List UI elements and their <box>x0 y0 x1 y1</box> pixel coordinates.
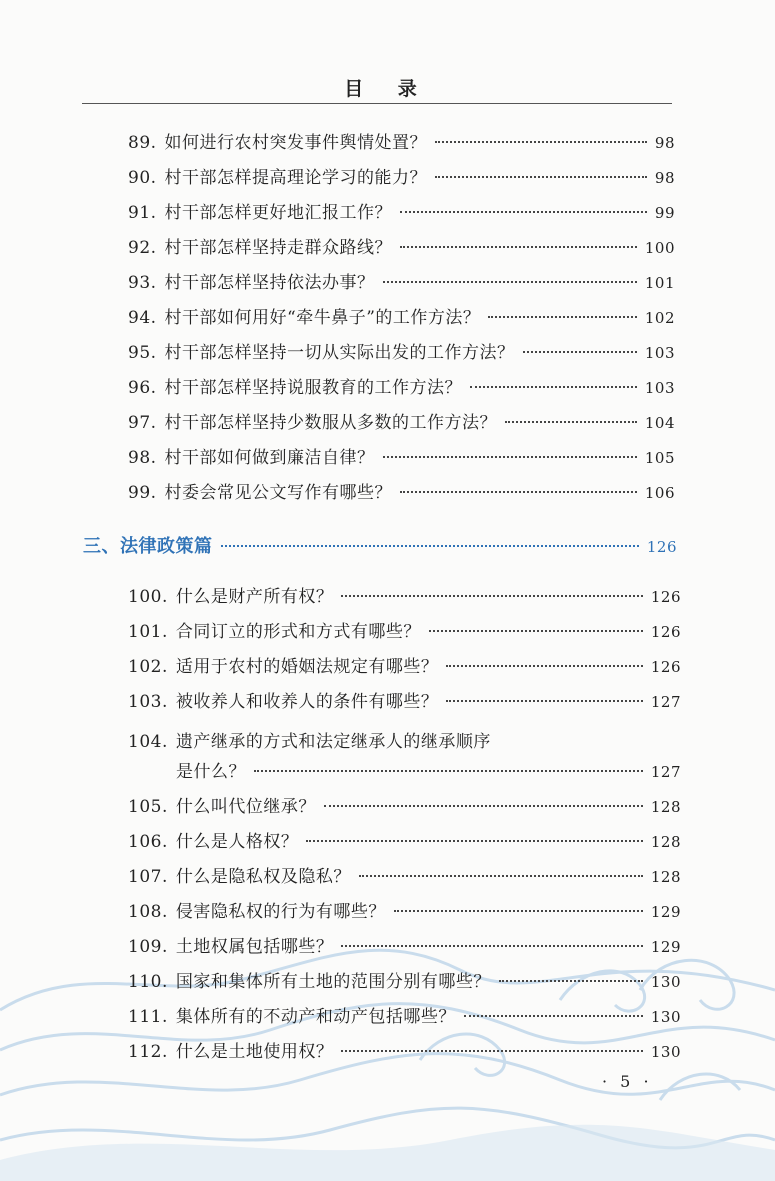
running-header <box>0 74 775 101</box>
header-rule <box>82 103 672 104</box>
entry-page: 128 <box>650 868 681 886</box>
entry-page: 101 <box>644 274 675 292</box>
entry-number: 96. <box>128 378 157 398</box>
dot-leader <box>383 281 637 283</box>
toc-entry[interactable] <box>128 617 681 642</box>
entry-number: 108. <box>128 902 168 922</box>
entry-page: 106 <box>644 484 675 502</box>
dot-leader <box>523 351 637 353</box>
dot-leader <box>306 840 643 842</box>
entry-title: 村干部怎样坚持走群众路线？ <box>164 238 393 258</box>
entry-number: 106. <box>128 832 168 852</box>
toc-entry[interactable] <box>128 687 681 712</box>
entry-number: 92. <box>128 238 157 258</box>
toc-entry[interactable] <box>128 862 681 887</box>
entry-title: 什么是隐私权及隐私？ <box>175 867 351 887</box>
toc-entry[interactable] <box>128 373 675 398</box>
entry-number: 105. <box>128 797 168 817</box>
dot-leader <box>429 630 643 632</box>
dot-leader <box>499 980 643 982</box>
entry-title: 侵害隐私权的行为有哪些？ <box>175 902 386 922</box>
entry-number: 95. <box>128 343 157 363</box>
dot-leader <box>383 456 637 458</box>
entry-page: 105 <box>644 449 675 467</box>
entry-number: 111. <box>128 1007 168 1027</box>
entry-page: 128 <box>650 833 681 851</box>
entry-number: 100. <box>128 587 168 607</box>
toc-entry-continuation[interactable] <box>176 757 681 782</box>
entry-title: 遗产继承的方式和法定继承人的继承顺序 <box>175 732 491 752</box>
dot-leader <box>324 805 643 807</box>
entry-title: 村干部怎样坚持依法办事？ <box>164 273 375 293</box>
toc-entry[interactable] <box>128 967 681 992</box>
toc-entry[interactable] <box>128 652 681 677</box>
dot-leader <box>221 545 639 547</box>
entry-page: 126 <box>650 623 681 641</box>
dot-leader <box>435 176 647 178</box>
dot-leader <box>341 1050 643 1052</box>
dot-leader <box>400 246 637 248</box>
dot-leader <box>488 316 636 318</box>
entry-title: 什么叫代位继承？ <box>175 797 316 817</box>
entry-title: 村干部怎样坚持一切从实际出发的工作方法？ <box>164 343 515 363</box>
entry-title: 村干部怎样更好地汇报工作？ <box>164 203 393 223</box>
entry-number: 98. <box>128 448 157 468</box>
entry-title: 合同订立的形式和方式有哪些？ <box>175 622 421 642</box>
toc-entry[interactable] <box>128 128 675 153</box>
entry-number: 91. <box>128 203 157 223</box>
entry-number: 107. <box>128 867 168 887</box>
entry-number: 103. <box>128 692 168 712</box>
toc-entry[interactable] <box>128 897 681 922</box>
entry-title: 村干部如何做到廉洁自律？ <box>164 448 375 468</box>
entry-page: 126 <box>650 588 681 606</box>
entry-title: 适用于农村的婚姻法规定有哪些？ <box>175 657 439 677</box>
entry-title: 如何进行农村突发事件舆情处置？ <box>164 133 428 153</box>
entry-number: 90. <box>128 168 157 188</box>
section-page: 126 <box>646 538 677 556</box>
entry-title: 村委会常见公文写作有哪些？ <box>164 483 393 503</box>
entry-page: 127 <box>650 763 681 781</box>
toc-entry[interactable] <box>128 163 675 188</box>
toc-entry[interactable] <box>128 408 675 433</box>
entry-page: 98 <box>654 169 675 187</box>
toc-entry[interactable] <box>128 443 675 468</box>
entry-number: 102. <box>128 657 168 677</box>
entry-page: 129 <box>650 938 681 956</box>
entry-title: 什么是财产所有权？ <box>175 587 334 607</box>
dot-leader <box>505 421 637 423</box>
entry-number: 104. <box>128 732 168 752</box>
entry-number: 89. <box>128 133 157 153</box>
entry-title: 国家和集体所有土地的范围分别有哪些？ <box>175 972 491 992</box>
entry-page: 130 <box>650 1043 681 1061</box>
entry-page: 103 <box>644 344 675 362</box>
toc-entry[interactable] <box>128 478 675 503</box>
entry-page: 103 <box>644 379 675 397</box>
entry-number: 97. <box>128 413 157 433</box>
toc-entry[interactable] <box>128 303 675 328</box>
entry-number: 109. <box>128 937 168 957</box>
dot-leader <box>470 386 637 388</box>
entry-title: 村干部怎样提高理论学习的能力？ <box>164 168 428 188</box>
entry-number: 112. <box>128 1042 168 1062</box>
toc-entry[interactable] <box>128 233 675 258</box>
page-number: · 5 · <box>602 1072 653 1091</box>
toc-entry[interactable] <box>128 1002 681 1027</box>
entry-title: 村干部如何用好“牵牛鼻子”的工作方法？ <box>164 308 481 328</box>
toc-entry[interactable] <box>128 268 675 293</box>
dot-leader <box>254 770 643 772</box>
entry-title: 什么是土地使用权？ <box>175 1042 334 1062</box>
entry-page: 129 <box>650 903 681 921</box>
entry-page: 100 <box>644 239 675 257</box>
entry-number: 94. <box>128 308 157 328</box>
toc-entry[interactable] <box>128 582 681 607</box>
entry-page: 104 <box>644 414 675 432</box>
entry-page: 102 <box>644 309 675 327</box>
toc-entry[interactable] <box>128 1037 681 1062</box>
entry-page: 130 <box>650 1008 681 1026</box>
entry-page: 127 <box>650 693 681 711</box>
dot-leader <box>359 875 643 877</box>
entry-title: 村干部怎样坚持少数服从多数的工作方法？ <box>164 413 498 433</box>
dot-leader <box>341 945 643 947</box>
dot-leader <box>435 141 647 143</box>
entry-title-continued: 是什么？ <box>176 762 246 782</box>
dot-leader <box>400 211 647 213</box>
section-title: 三、法律政策篇 <box>83 536 213 557</box>
entry-number: 101. <box>128 622 168 642</box>
dot-leader <box>400 491 637 493</box>
entry-title: 什么是人格权？ <box>175 832 299 852</box>
toc-entry[interactable] <box>128 338 675 363</box>
toc-entry[interactable] <box>128 932 681 957</box>
entry-page: 126 <box>650 658 681 676</box>
entry-number: 110. <box>128 972 168 992</box>
entry-number: 93. <box>128 273 157 293</box>
dot-leader <box>446 700 643 702</box>
toc-entry[interactable] <box>128 198 675 223</box>
entry-title: 被收养人和收养人的条件有哪些？ <box>175 692 439 712</box>
entry-page: 128 <box>650 798 681 816</box>
toc-section-heading[interactable] <box>83 532 677 558</box>
entry-title: 集体所有的不动产和动产包括哪些？ <box>175 1007 456 1027</box>
entry-title: 土地权属包括哪些？ <box>175 937 334 957</box>
dot-leader <box>464 1015 643 1017</box>
entry-title: 村干部怎样坚持说服教育的工作方法？ <box>164 378 463 398</box>
toc-entry[interactable] <box>128 792 681 817</box>
dot-leader <box>446 665 643 667</box>
entry-page: 130 <box>650 973 681 991</box>
dot-leader <box>341 595 643 597</box>
entry-number: 99. <box>128 483 157 503</box>
toc-entry[interactable] <box>128 827 681 852</box>
entry-page: 99 <box>654 204 675 222</box>
dot-leader <box>394 910 643 912</box>
header-title: 目 录 <box>344 78 431 100</box>
entry-page: 98 <box>654 134 675 152</box>
toc-entry[interactable] <box>128 727 681 752</box>
